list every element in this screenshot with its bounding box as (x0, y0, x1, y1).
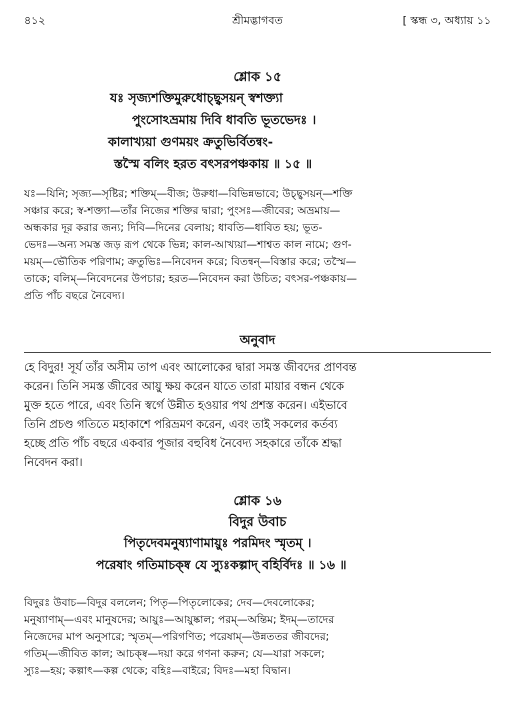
verse-15-line-2: পুংসোঽভ্রমায় দিবি ধাবতি ভূতভেদঃ । (132, 112, 317, 127)
synonyms-15-line: যঃ—যিনি; সৃজ্য—সৃষ্টির; শক্তিম্—বীজ; উরুধা—বিভিন্নভাবে; উচ্ছ্বসয়ন্—শক্তি (24, 188, 353, 200)
synonyms-15-line: অন্ধকার দূর করার জন্য; দিবি—দিনের বেলায়; ধাবতি—ধাবিত হয়; ভূত- (24, 222, 323, 234)
shloka-16-title: শ্লোক ১৬ (233, 494, 282, 509)
speaker-heading: বিদুর উবাচ (228, 515, 287, 530)
synonyms-16-line: গতিম্—জীবিত কাল; আচক্ষ্ব—দয়া করে গণনা করুন; যে—যারা সকলে; (24, 648, 325, 660)
translation-line: তিনি প্রচণ্ড গতিতে মহাকাশে পরিভ্রমণ করেন, এবং তাই সকলের কর্তব্য (24, 418, 338, 431)
synonyms-16-line: মনুষ্যাণাম্—এবং মানুষদের; আয়ুঃ—আয়ুষ্কাল; পরম্—অন্তিম; ইদম্—তাদের (24, 614, 335, 626)
translation-line: হে বিদুর! সূর্য তাঁর অসীম তাপ এবং আলোকের দ্বারা সমস্ত জীবদের প্রাণবন্ত (24, 361, 357, 374)
page-header (24, 10, 491, 30)
book-title: শ্রীমদ্ভাগবত (232, 14, 283, 27)
shloka-15-title: শ্লোক ১৫ (233, 70, 282, 85)
synonyms-15-line: তাকে; বলিম্—নিবেদনের উপচার; হরত—নিবেদন করা উচিত; বৎসর-পঞ্চকায়— (24, 273, 358, 285)
translation-line: হচ্ছে প্রতি পাঁচ বছরে একবার পূজার বহুবিধ নৈবেদ্য সহকারে তাঁকে শ্রদ্ধা (24, 437, 342, 450)
synonyms-16 (24, 595, 491, 680)
page-number: ৪১২ (24, 14, 46, 27)
synonyms-16-line: নিজেদের মাপ অনুসারে; স্মৃতম্—পরিগণিত; পরেষাম্—উন্নততর জীবদের; (24, 631, 330, 643)
verse-15-line-1: যঃ সৃজ্যশক্তিমুরুধোচ্ছ্বসয়ন্ স্বশক্ত্যা (110, 90, 283, 105)
translation-line: মুক্ত হতে পারে, এবং তিনি স্বর্গে উন্নীত হওয়ার পথ প্রশস্ত করেন। এইভাবে (24, 399, 348, 412)
translation-line: নিবেদন করা। (24, 456, 83, 469)
divider (24, 352, 491, 353)
synonyms-16-line: স্যুঃ—হয়; কল্পাৎ—কল্প থেকে; বহিঃ—বাইরে; বিদঃ—মহা বিদ্বান। (24, 665, 291, 677)
verse-15-line-3: কালাখ্যয়া গুণময়ং ক্রতুভির্বিতন্বং- (108, 134, 273, 149)
synonyms-15-line: ময়ম্—ভৌতিক পরিণাম; ক্রতুভিঃ—নিবেদন করে; বিতন্বন্—বিস্তার করে; তস্মৈ— (24, 256, 357, 268)
synonyms-15-line: সঞ্চার করে; স্ব-শক্ত্যা—তাঁর নিজের শক্তির দ্বারা; পুংসঃ—জীবের; অভ্রমায়— (24, 205, 341, 217)
translation-line: করেন। তিনি সমস্ত জীবের আয়ু ক্ষয় করেন যাতে তারা মায়ার বন্ধন থেকে (24, 380, 344, 393)
synonyms-15-line: ভেদঃ—অন্য সমস্ত জড় রূপ থেকে ভিন্ন; কাল-আখ্যয়া—শাশ্বত কাল নামে; গুণ- (24, 239, 352, 251)
translation-heading: অনুবাদ (239, 332, 276, 347)
verse-16-line-1: পিতৃদেবমনুষ্যাণামায়ুঃ পরমিদং স্মৃতম্ । (124, 535, 312, 550)
verse-16-line-2: পরেষাং গতিমাচক্ষ্ব যে স্যুঃকল্পাদ্ বহির্বিদঃ ॥ ১৬ ॥ (96, 557, 347, 572)
chapter-reference: [ স্কন্ধ ৩, অধ্যায় ১১ (402, 14, 491, 27)
verse-15-line-4: স্তস্মৈ বলিং হরত বৎসরপঞ্চকায় ॥ ১৫ ॥ (114, 156, 313, 171)
synonyms-16-line: বিদুরঃ উবাচ—বিদুর বললেন; পিতৃ—পিতৃলোকের; দেব—দেবলোকের; (24, 597, 315, 609)
translation-text (24, 358, 491, 472)
synonyms-15 (24, 186, 491, 305)
synonyms-15-line: প্রতি পাঁচ বছরে নৈবেদ্য। (24, 290, 125, 302)
